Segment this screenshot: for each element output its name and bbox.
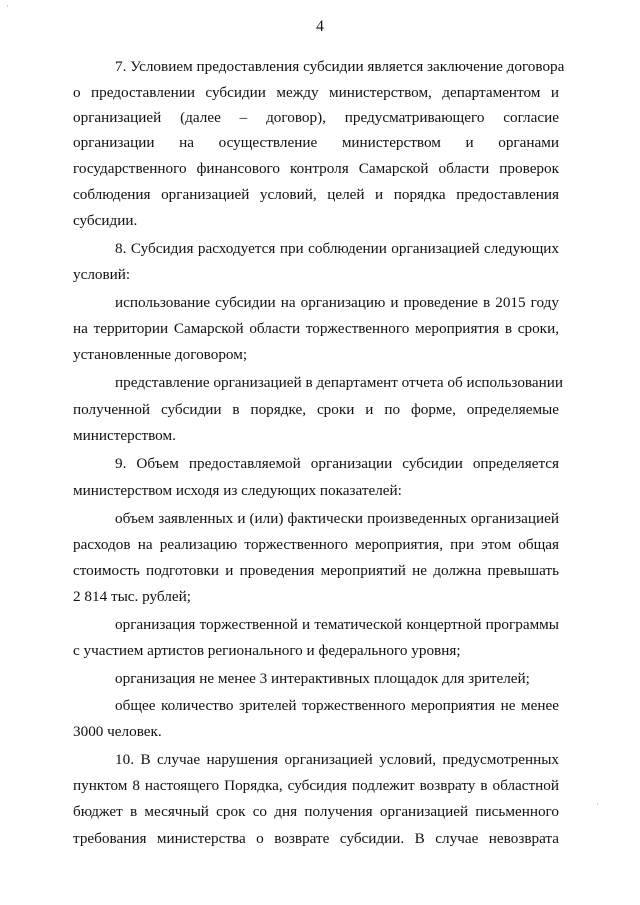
paragraph-7-line-1: 7. Условием предоставления субсидии является заключение договора bbox=[115, 58, 565, 75]
paragraph-9-line-1: 9. Объем предоставляемой организации субсидии определяется bbox=[115, 455, 559, 472]
paragraph-10-line-3: бюджет в месячный срок со дня получения организацией письменного bbox=[73, 803, 559, 820]
indicator-1-line-2: расходов на реализацию торжественного мероприятия, при этом общая bbox=[73, 536, 559, 553]
condition-1-line-1: использование субсидии на организацию и проведение в 2015 году bbox=[115, 294, 559, 311]
indicator-3-line-1: организация не менее 3 интерактивных площадок для зрителей; bbox=[115, 670, 530, 687]
condition-2-line-3: министерством. bbox=[73, 427, 176, 444]
condition-2-line-2: полученной субсидии в порядке, сроки и по форме, определяемые bbox=[73, 401, 559, 418]
indicator-1-line-4: 2 814 тыс. рублей; bbox=[73, 588, 191, 605]
paragraph-7-line-4: организации на осуществление министерством и органами bbox=[73, 134, 559, 151]
page-number: 4 bbox=[316, 18, 324, 35]
paragraph-10-line-4: требования министерства о возврате субсидии. В случае невозврата bbox=[73, 830, 559, 847]
indicator-1-line-3: стоимость подготовки и проведения мероприятий не должна превышать bbox=[73, 562, 559, 579]
paragraph-10-line-2: пунктом 8 настоящего Порядка, субсидия подлежит возврату в областной bbox=[73, 777, 559, 794]
condition-1-line-3: установленные договором; bbox=[73, 346, 248, 363]
scan-mark-top-left: · bbox=[6, 2, 9, 12]
paragraph-7-line-5: государственного финансового контроля Самарской области проверок bbox=[73, 160, 559, 177]
paragraph-9-line-2: министерством исходя из следующих показателей: bbox=[73, 482, 402, 499]
indicator-1-line-1: объем заявленных и (или) фактически произведенных организацией bbox=[115, 510, 559, 527]
indicator-4-line-2: 3000 человек. bbox=[73, 723, 162, 740]
paragraph-7-line-7: субсидии. bbox=[73, 212, 138, 229]
paragraph-8-line-2: условий: bbox=[73, 266, 131, 283]
indicator-4-line-1: общее количество зрителей торжественного мероприятия не менее bbox=[115, 697, 559, 714]
paragraph-7-line-3: организацией (далее – договор), предусматривающего согласие bbox=[73, 109, 559, 126]
indicator-2-line-2: с участием артистов регионального и федерального уровня; bbox=[73, 642, 461, 659]
paragraph-10-line-1: 10. В случае нарушения организацией условий, предусмотренных bbox=[115, 751, 559, 768]
condition-1-line-2: на территории Самарской области торжественного мероприятия в сроки, bbox=[73, 320, 559, 337]
condition-2-line-1: представление организацией в департамент отчета об использовании bbox=[115, 374, 564, 391]
indicator-2-line-1: организация торжественной и тематической концертной программы bbox=[115, 616, 559, 633]
paragraph-7-line-6: соблюдения организацией условий, целей и порядка предоставления bbox=[73, 186, 559, 203]
paragraph-8-line-1: 8. Субсидия расходуется при соблюдении организацией следующих bbox=[115, 240, 559, 257]
scan-mark-right: · bbox=[596, 800, 599, 810]
paragraph-7-line-2: о предоставлении субсидии между министерством, департаментом и bbox=[73, 84, 559, 101]
